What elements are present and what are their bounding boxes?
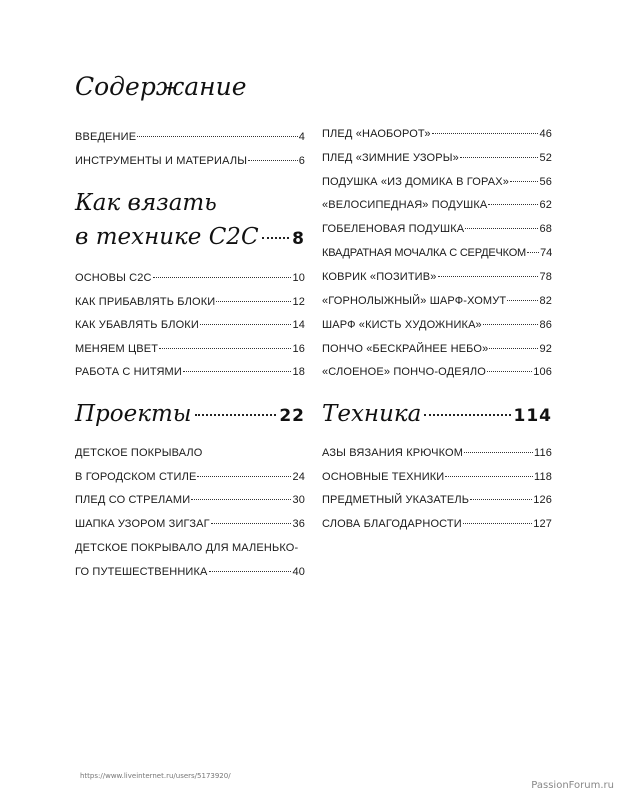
toc-entry[interactable] (322, 152, 552, 164)
toc-entry-page: 16 (292, 343, 305, 355)
leader-dots (432, 133, 539, 134)
toc-entry-page: 116 (534, 447, 552, 459)
toc-entry-page: 106 (533, 366, 552, 378)
watermark: PassionForum.ru (531, 780, 614, 791)
toc-entry-page: 14 (292, 319, 305, 331)
toc-entry-title: КАК УБАВЛЯТЬ БЛОКИ (75, 319, 199, 331)
toc-entry[interactable] (75, 566, 305, 578)
section-title-projects: Проекты (75, 401, 192, 427)
leader-dots (438, 276, 539, 277)
leader-dots (463, 523, 532, 524)
toc-entry[interactable] (322, 223, 552, 235)
toc-entry-title: ПОНЧО «БЕСКРАЙНЕЕ НЕБО» (322, 343, 489, 355)
footer-source-url[interactable]: https://www.liveinternet.ru/users/5173920/ (80, 772, 231, 780)
toc-entry-title: ИНСТРУМЕНТЫ И МАТЕРИАЛЫ (75, 155, 248, 167)
leader-dots (464, 452, 533, 453)
toc-entry[interactable] (75, 296, 305, 308)
toc-entry[interactable] (322, 518, 552, 530)
toc-entry[interactable] (75, 494, 305, 506)
section-title-technique: Техника (322, 401, 422, 427)
toc-entry-page: 118 (534, 471, 552, 483)
toc-entry-title: ПЛЕД СО СТРЕЛАМИ (75, 494, 191, 506)
leader-dots (183, 371, 292, 372)
toc-entry-page: 36 (292, 518, 305, 530)
toc-entry[interactable] (75, 518, 305, 530)
leader-dots (200, 324, 292, 325)
toc-entry-title: ВВЕДЕНИЕ (75, 131, 137, 143)
toc-entry[interactable] (322, 319, 552, 331)
toc-entry[interactable] (75, 343, 305, 355)
leader-dots (197, 476, 291, 477)
leader-dots (465, 228, 538, 229)
leader-dots (209, 571, 292, 572)
toc-entry[interactable] (75, 155, 305, 167)
toc-entry-title: ШАРФ «КИСТЬ ХУДОЖНИКА» (322, 319, 482, 331)
toc-entry[interactable] (322, 199, 552, 211)
leader-dots (137, 136, 298, 137)
leader-dots (488, 204, 538, 205)
toc-entry[interactable] (322, 471, 552, 483)
toc-entry-page: 126 (533, 494, 552, 506)
toc-entry[interactable] (322, 343, 552, 355)
toc-entry[interactable] (75, 319, 305, 331)
leader-dots (487, 371, 532, 372)
toc-entry-title: ГО ПУТЕШЕСТВЕННИКА (75, 566, 208, 578)
toc-entry-page: 10 (292, 272, 305, 284)
toc-heading: Содержание (75, 72, 247, 101)
toc-entry[interactable] (322, 128, 552, 140)
toc-entry-line1[interactable] (75, 542, 305, 554)
leader-dots (191, 499, 291, 500)
toc-entry-page: 18 (292, 366, 305, 378)
toc-entry-title: ОСНОВНЫЕ ТЕХНИКИ (322, 471, 445, 483)
toc-entry[interactable] (75, 471, 305, 483)
toc-entry-title: КАК ПРИБАВЛЯТЬ БЛОКИ (75, 296, 216, 308)
toc-entry[interactable] (322, 295, 552, 307)
toc-entry-title: ДЕТСКОЕ ПОКРЫВАЛО ДЛЯ МАЛЕНЬКО- (75, 542, 299, 554)
toc-entry-page: 82 (539, 295, 552, 307)
section-projects-line[interactable] (75, 401, 305, 427)
toc-entry-title: СЛОВА БЛАГОДАРНОСТИ (322, 518, 462, 530)
leader-dots (489, 348, 538, 349)
toc-entry-title: ПЛЕД «НАОБОРОТ» (322, 128, 431, 140)
toc-entry-title: ОСНОВЫ С2С (75, 272, 152, 284)
toc-entry[interactable] (75, 272, 305, 284)
toc-entry-title: АЗЫ ВЯЗАНИЯ КРЮЧКОМ (322, 447, 464, 459)
leader-dots (153, 277, 292, 278)
toc-entry[interactable] (322, 494, 552, 506)
toc-entry-page: 46 (539, 128, 552, 140)
leader-dots (510, 181, 538, 182)
toc-entry-title: «ГОРНОЛЫЖНЫЙ» ШАРФ-ХОМУТ (322, 295, 507, 307)
toc-entry-title: ПРЕДМЕТНЫЙ УКАЗАТЕЛЬ (322, 494, 470, 506)
leader-dots (424, 414, 510, 416)
leader-dots (507, 300, 538, 301)
leader-dots (445, 476, 533, 477)
toc-entry-page: 24 (292, 471, 305, 483)
toc-entry-title: «ВЕЛОСИПЕДНАЯ» ПОДУШКА (322, 199, 488, 211)
section-title-c2c-line1: Как вязать (75, 190, 217, 216)
toc-entry-title: ДЕТСКОЕ ПОКРЫВАЛО (75, 447, 203, 459)
toc-entry-line1[interactable] (75, 447, 305, 459)
toc-entry[interactable] (322, 447, 552, 459)
toc-entry-page: 78 (539, 271, 552, 283)
toc-entry-page: 62 (539, 199, 552, 211)
leader-dots (159, 348, 291, 349)
toc-entry-title: МЕНЯЕМ ЦВЕТ (75, 343, 159, 355)
toc-entry-title: В ГОРОДСКОМ СТИЛЕ (75, 471, 197, 483)
toc-entry-title: КОВРИК «ПОЗИТИВ» (322, 271, 437, 283)
leader-dots (470, 499, 532, 500)
leader-dots (216, 301, 291, 302)
toc-entry-title: КВАДРАТНАЯ МОЧАЛКА С СЕРДЕЧКОМ (322, 247, 527, 259)
leader-dots (248, 160, 298, 161)
toc-entry-title: ШАПКА УЗОРОМ ЗИГЗАГ (75, 518, 210, 530)
toc-entry-title: ГОБЕЛЕНОВАЯ ПОДУШКА (322, 223, 465, 235)
toc-entry-title: РАБОТА С НИТЯМИ (75, 366, 182, 378)
leader-dots (211, 523, 292, 524)
section-technique-line[interactable] (322, 401, 552, 427)
toc-entry-page: 40 (292, 566, 305, 578)
toc-entry-page: 56 (539, 176, 552, 188)
toc-entry-page: 127 (533, 518, 552, 530)
section-title-c2c-line2: в технике С2С (75, 224, 259, 250)
toc-entry-page: 4 (298, 131, 305, 143)
leader-dots (460, 157, 539, 158)
toc-entry-page: 86 (539, 319, 552, 331)
toc-entry-page: 52 (539, 152, 552, 164)
toc-entry-page: 74 (540, 247, 552, 259)
section-projects-page: 22 (279, 406, 305, 426)
toc-entry-page: 12 (292, 296, 305, 308)
toc-entry-page: 30 (292, 494, 305, 506)
toc-entry[interactable] (75, 131, 305, 143)
section-c2c-page: 8 (292, 229, 305, 249)
section-c2c-line[interactable] (75, 224, 305, 250)
toc-entry-title: ПЛЕД «ЗИМНИЕ УЗОРЫ» (322, 152, 459, 164)
leader-dots (483, 324, 539, 325)
toc-entry[interactable] (322, 176, 552, 188)
toc-entry[interactable] (75, 366, 305, 378)
toc-entry-page: 92 (539, 343, 552, 355)
leader-dots (195, 414, 277, 416)
toc-entry-title: «СЛОЕНОЕ» ПОНЧО-ОДЕЯЛО (322, 366, 486, 378)
toc-entry-page: 6 (298, 155, 305, 167)
toc-entry-page: 68 (539, 223, 552, 235)
toc-entry-title: ПОДУШКА «ИЗ ДОМИКА В ГОРАХ» (322, 176, 509, 188)
toc-entry[interactable] (322, 271, 552, 283)
toc-entry[interactable] (322, 247, 552, 259)
leader-dots (262, 237, 290, 239)
leader-dots (527, 252, 539, 253)
toc-entry[interactable] (322, 366, 552, 378)
section-technique-page: 114 (513, 406, 552, 426)
